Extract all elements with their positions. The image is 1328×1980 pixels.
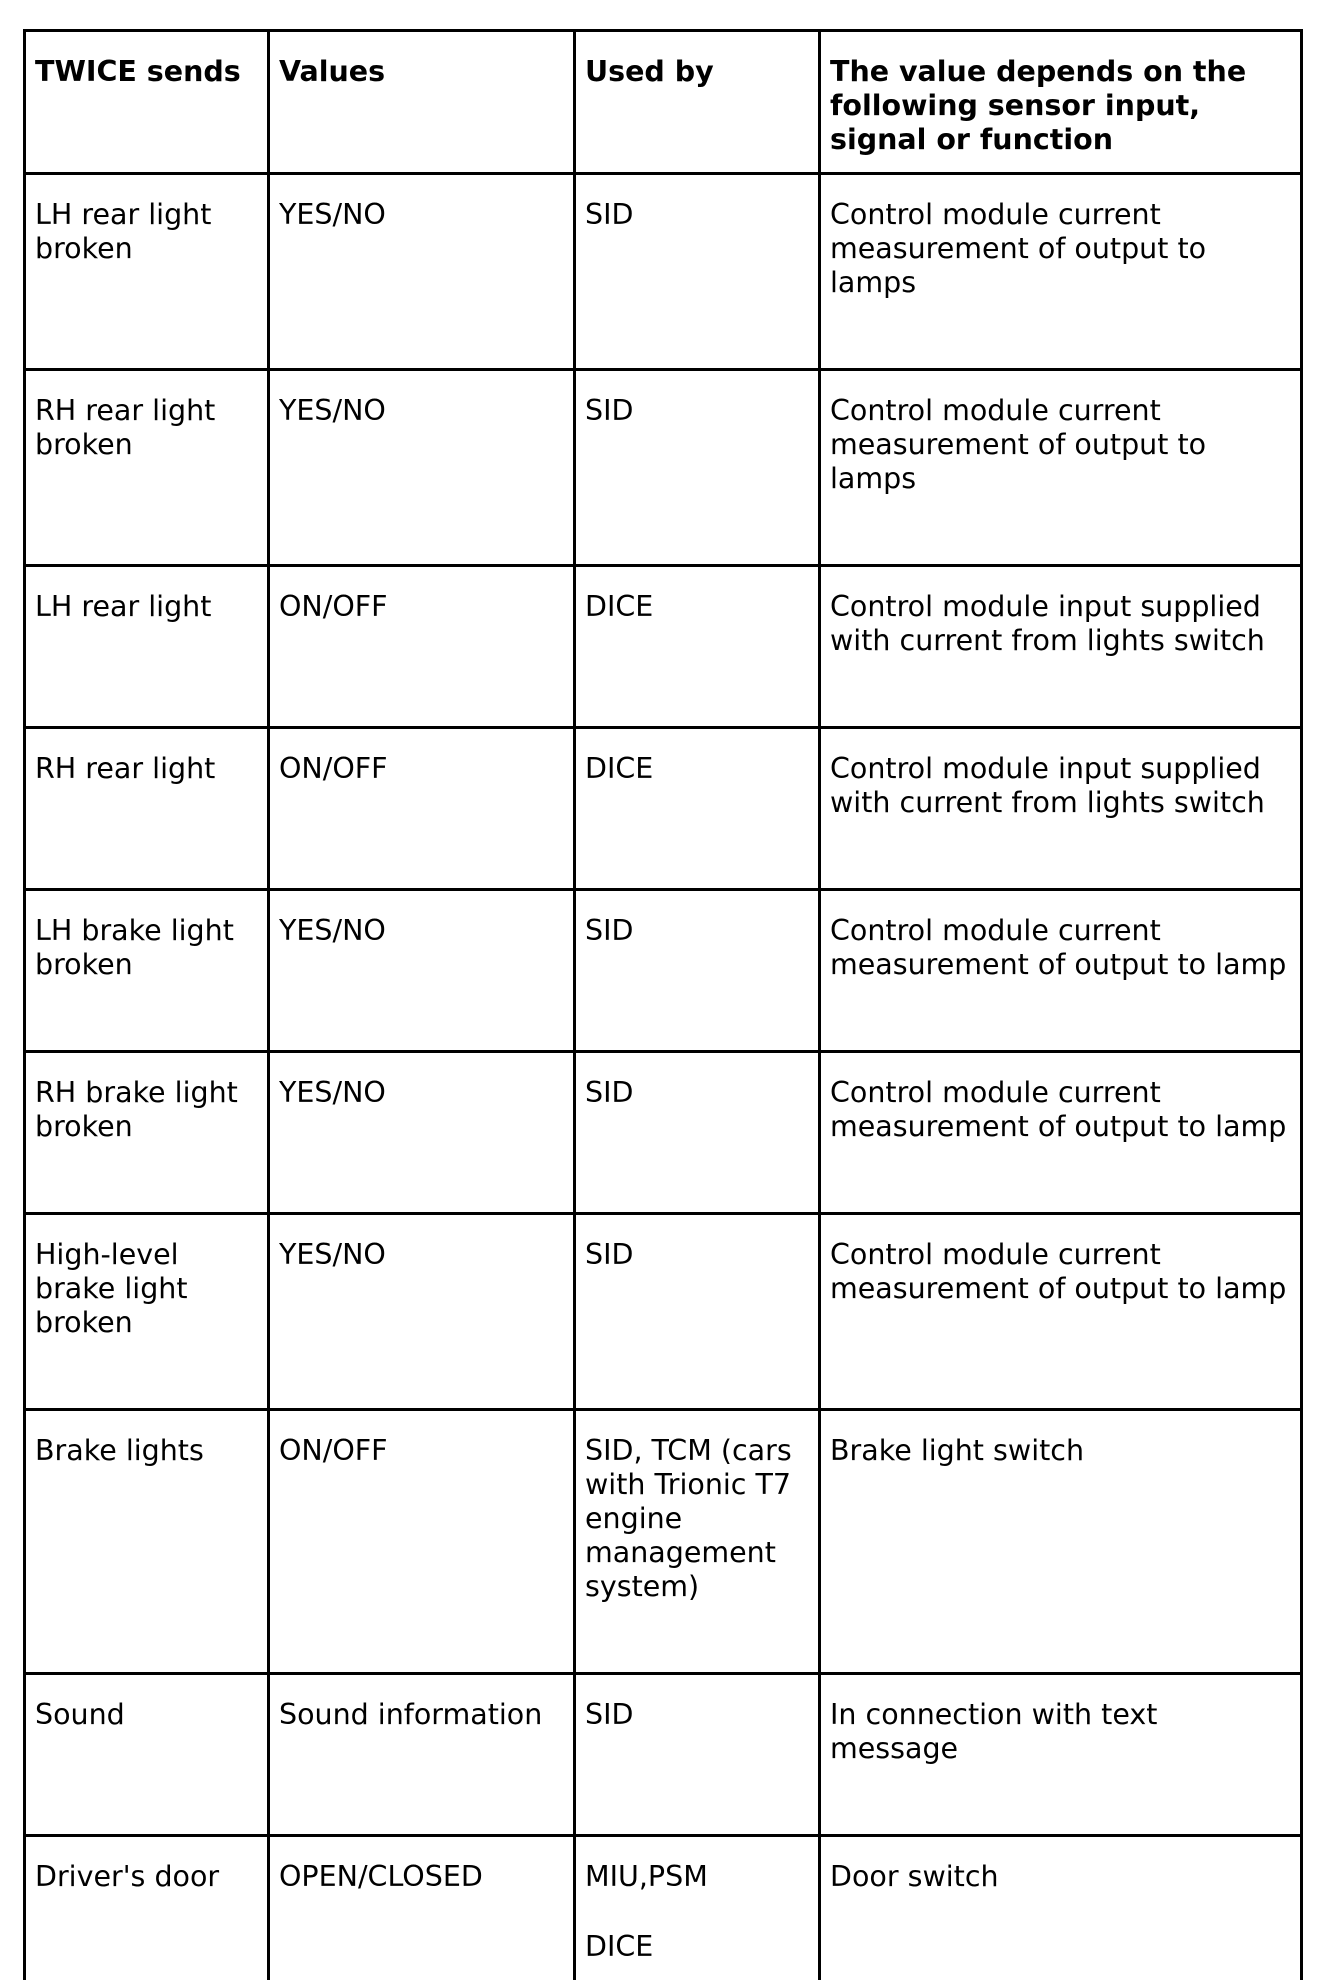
table-row — [25, 1674, 1302, 1836]
table-row — [25, 1836, 1302, 1980]
cell-used-by: SID — [575, 1052, 820, 1214]
header-twice-sends: TWICE sends — [25, 31, 269, 174]
cell-values: YES/NO — [269, 890, 575, 1052]
cell-used-by: SID — [575, 174, 820, 370]
cell-used-by: DICE — [575, 566, 820, 728]
cell-depends-on: Control module input supplied with current from lights switch — [820, 566, 1302, 728]
table-row — [25, 566, 1302, 728]
cell-values: OPEN/CLOSED — [269, 1836, 575, 1980]
cell-depends-on: Brake light switch — [820, 1410, 1302, 1674]
cell-used-by: SID — [575, 1214, 820, 1410]
cell-values: ON/OFF — [269, 728, 575, 890]
cell-twice-sends: RH rear light broken — [25, 370, 269, 566]
cell-twice-sends: High-level brake light broken — [25, 1214, 269, 1410]
table-row — [25, 1410, 1302, 1674]
cell-twice-sends: RH brake light broken — [25, 1052, 269, 1214]
cell-twice-sends: Sound — [25, 1674, 269, 1836]
cell-used-by: SID, TCM (cars with Trionic T7 engine management system) — [575, 1410, 820, 1674]
cell-depends-on: Control module input supplied with current from lights switch — [820, 728, 1302, 890]
cell-used-by: SID — [575, 370, 820, 566]
cell-values: ON/OFF — [269, 1410, 575, 1674]
table-header-row — [25, 31, 1302, 174]
cell-used-by: SID — [575, 1674, 820, 1836]
table-row — [25, 174, 1302, 370]
table-row — [25, 1052, 1302, 1214]
cell-used-by: DICE — [575, 728, 820, 890]
cell-depends-on: Control module current measurement of output to lamps — [820, 370, 1302, 566]
table-row — [25, 890, 1302, 1052]
cell-twice-sends: LH rear light broken — [25, 174, 269, 370]
cell-depends-on: Door switch — [820, 1836, 1302, 1980]
cell-values: ON/OFF — [269, 566, 575, 728]
table-row — [25, 728, 1302, 890]
cell-values: Sound information — [269, 1674, 575, 1836]
header-used-by: Used by — [575, 31, 820, 174]
header-values: Values — [269, 31, 575, 174]
cell-depends-on: Control module current measurement of output to lamp — [820, 1052, 1302, 1214]
used-by-primary: MIU,PSM — [585, 1860, 708, 1893]
cell-twice-sends: Driver's door — [25, 1836, 269, 1980]
cell-depends-on: Control module current measurement of output to lamp — [820, 1214, 1302, 1410]
cell-depends-on: Control module current measurement of output to lamps — [820, 174, 1302, 370]
cell-twice-sends: LH brake light broken — [25, 890, 269, 1052]
cell-used-by: SID — [575, 890, 820, 1052]
cell-values: YES/NO — [269, 174, 575, 370]
signal-table — [23, 29, 1303, 1980]
cell-twice-sends: LH rear light — [25, 566, 269, 728]
cell-used-by — [575, 1836, 820, 1980]
cell-values: YES/NO — [269, 370, 575, 566]
table-row — [25, 1214, 1302, 1410]
cell-depends-on: In connection with text message — [820, 1674, 1302, 1836]
table-row — [25, 370, 1302, 566]
cell-twice-sends: Brake lights — [25, 1410, 269, 1674]
used-by-secondary: DICE — [585, 1930, 654, 1963]
cell-values: YES/NO — [269, 1214, 575, 1410]
cell-twice-sends: RH rear light — [25, 728, 269, 890]
cell-depends-on: Control module current measurement of output to lamp — [820, 890, 1302, 1052]
header-depends-on: The value depends on the following sensor input, signal or function — [820, 31, 1302, 174]
cell-values: YES/NO — [269, 1052, 575, 1214]
